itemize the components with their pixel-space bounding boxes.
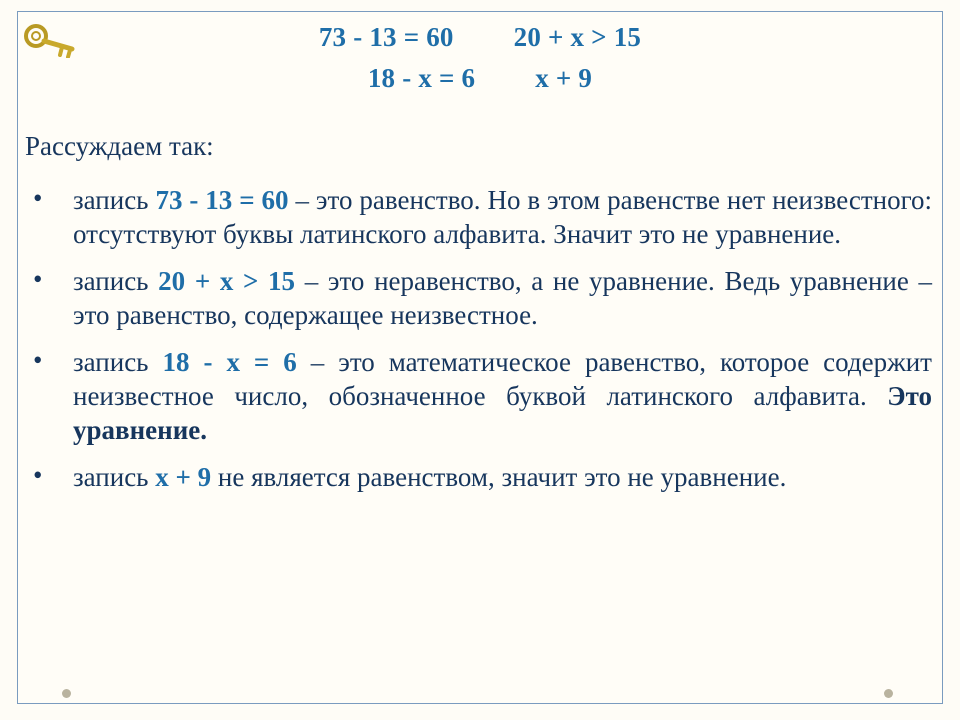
bullet-rest: – это математическое равенство, которое содержит неизвестное число, обозначенное буквой латинского алфавита.	[73, 347, 932, 412]
intro-text: Рассуждаем так:	[25, 131, 214, 161]
bullet-lead: запись	[73, 347, 149, 378]
header-equations	[0, 22, 960, 104]
header-expression-3: 18 - x = 6	[367, 63, 476, 93]
decorative-dot-left	[62, 689, 71, 698]
bullet-expression: 20 + x > 15	[158, 266, 296, 297]
bullet-rest: – это равенство. Но в этом равенстве нет неизвестного: отсутствуют буквы латинского алфавита. Значит это не уравнение.	[73, 185, 932, 250]
decorative-dot-right	[884, 689, 893, 698]
bullet-expression: 73 - 13 = 60	[155, 185, 289, 215]
header-line-2	[0, 63, 960, 94]
list-item	[25, 345, 932, 447]
bullet-lead: запись	[73, 185, 149, 215]
bullet-lead: запись	[73, 266, 149, 297]
bullet-lead: запись	[73, 462, 149, 493]
bullet-emphasis: Это уравнение.	[73, 381, 932, 446]
bullet-list	[25, 183, 932, 507]
header-expression-4: x + 9	[535, 63, 593, 93]
list-item	[25, 183, 932, 251]
bullet-expression: x + 9	[155, 462, 212, 493]
bullet-expression: 18 - x = 6	[162, 347, 297, 378]
header-expression-1: 73 - 13 = 60	[318, 22, 454, 52]
list-item	[25, 264, 932, 332]
bullet-rest: не является равенством, значит это не уравнение.	[211, 462, 787, 493]
list-item	[25, 460, 932, 494]
header-line-1	[0, 22, 960, 53]
header-expression-2: 20 + x > 15	[513, 22, 642, 52]
bullet-rest: – это неравенство, а не уравнение. Ведь уравнение – это равенство, содержащее неизвестное.	[73, 266, 932, 331]
